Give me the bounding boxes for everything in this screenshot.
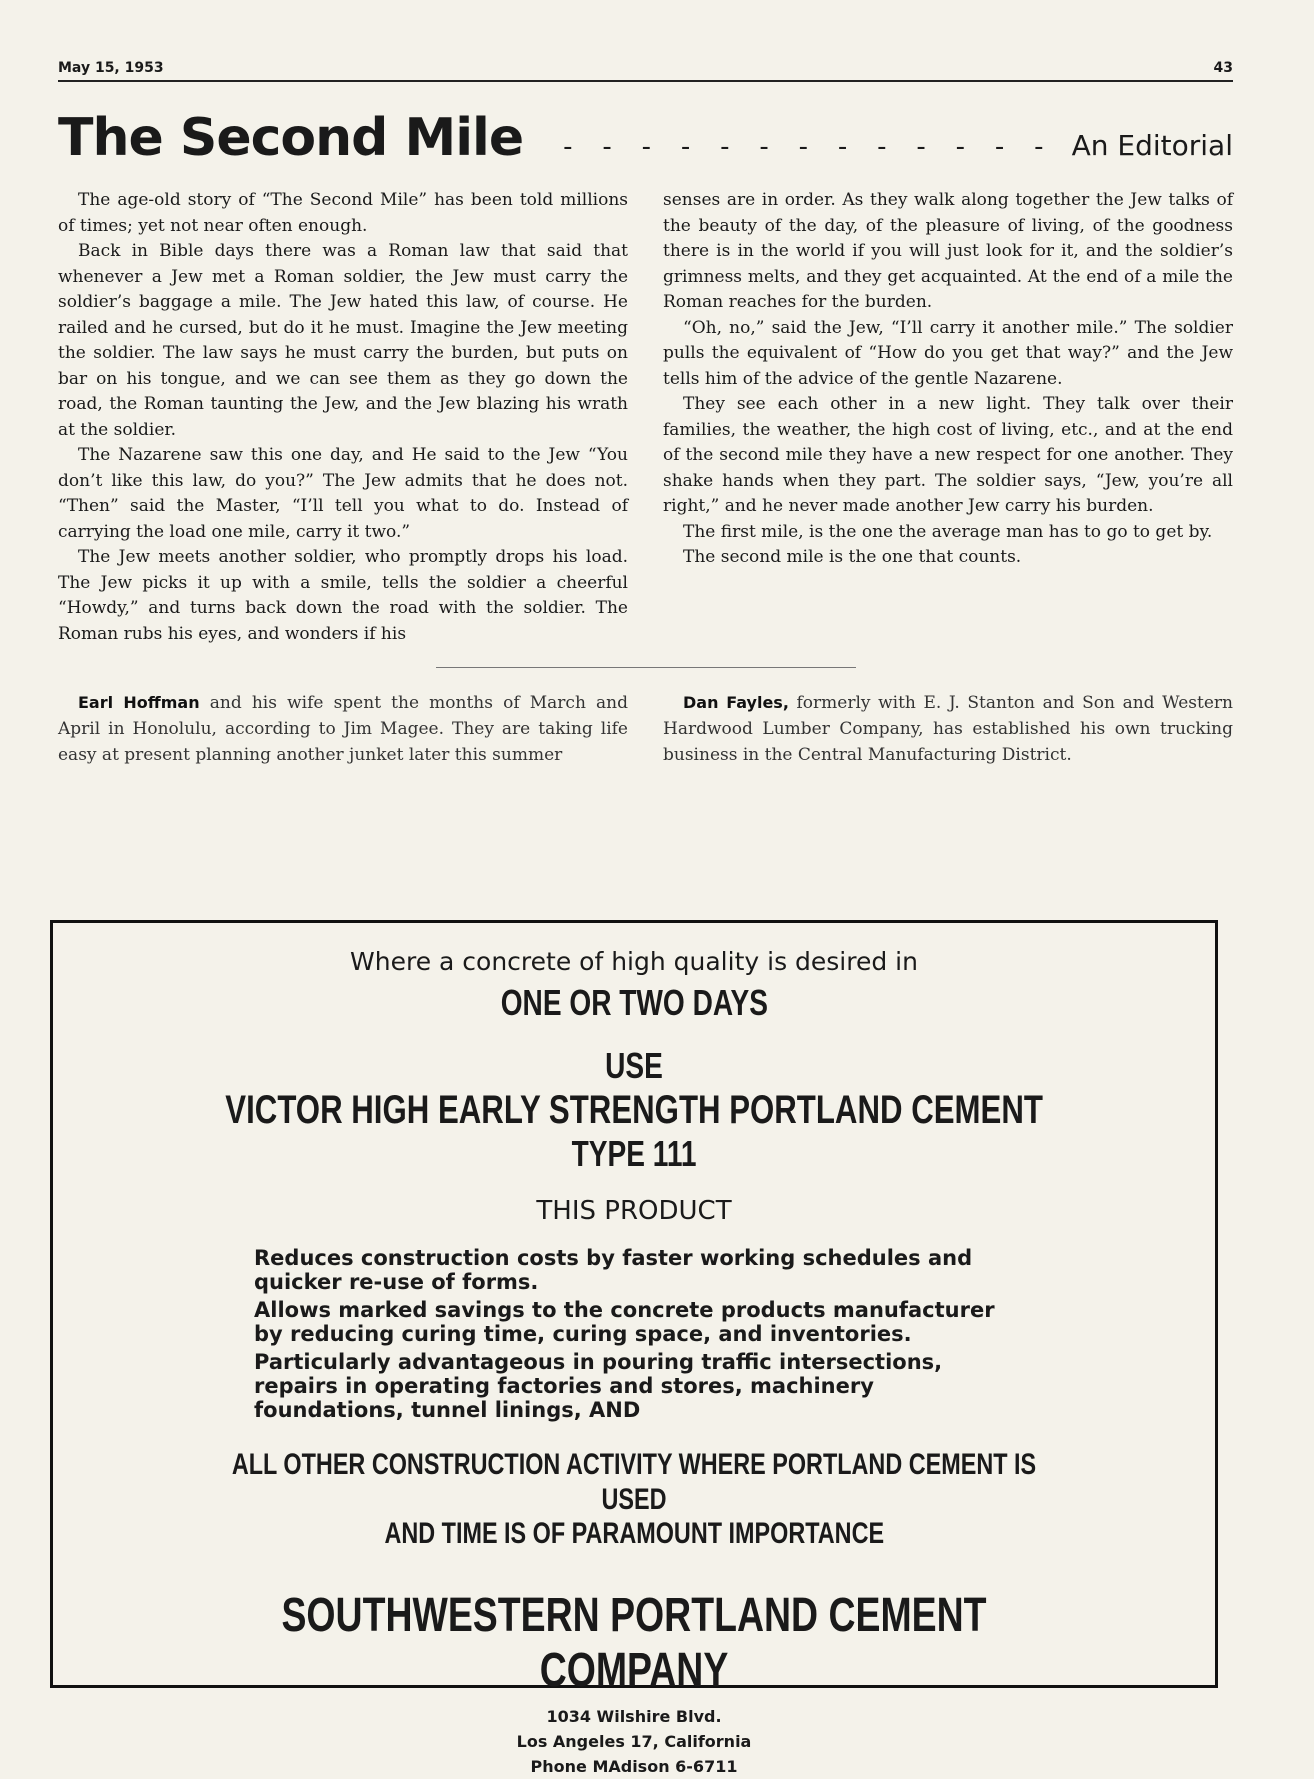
paragraph: The Jew meets another soldier, who promptly drops his load. The Jew picks it up with a smile, tells the soldier a cheerful “Howdy,” and turns back down the road with the soldier. The Roman rubs his eyes, and wonders if his xyxy=(58,547,628,644)
address-phone: Phone MAdison 6-6711 xyxy=(530,1757,738,1777)
magazine-page xyxy=(58,60,1233,768)
address-street: 1034 Wilshire Blvd. xyxy=(546,1707,722,1727)
ad-benefits-list xyxy=(254,1246,1014,1422)
running-head xyxy=(58,60,1233,82)
editorial-title-row xyxy=(58,108,1233,168)
news-person-name: Dan Fayles, xyxy=(683,693,789,712)
ad-company-name: SOUTHWESTERN PORTLAND CEMENT COMPANY xyxy=(281,1588,987,1697)
editorial-title: The Second Mile xyxy=(58,108,524,168)
ad-headline: ONE OR TWO DAYS xyxy=(500,982,768,1023)
ad-address xyxy=(53,1704,1215,1779)
editorial-left-column xyxy=(58,188,628,647)
paragraph: “Oh, no,” said the Jew, “I’ll carry it another mile.” The soldier pulls the equivalent of “How do you get that way?” and the Jew tells him of the advice of the gentle Nazarene. xyxy=(663,317,1233,389)
paragraph: They see each other in a new light. They talk over their families, the weather, the high cost of living, etc., and at the end of the second mile they have a new respect for one another. They shake hands when they part. The soldier says, “Jew, you’re all right,” and he never made another Jew carry his burden. xyxy=(663,394,1233,516)
news-text: formerly with E. J. Stanton and Son and Western Hardwood Lumber Company, has established his own trucking business in the Central Manufacturing District. xyxy=(663,693,1234,765)
paragraph: The Nazarene saw this one day, and He said to the Jew “You don’t like this law, do you?” The Jew admits that he does not. “Then” said the Master, “I’ll tell you what to do. Instead of carrying the load one mile, carry it two.” xyxy=(58,445,628,542)
ad-product-name: VICTOR HIGH EARLY STRENGTH PORTLAND CEMENT xyxy=(225,1087,1043,1132)
page-number: 43 xyxy=(1213,60,1233,76)
news-item-right xyxy=(663,690,1233,768)
ad-lead-line: Where a concrete of high quality is desired in xyxy=(350,947,918,976)
cement-advertisement xyxy=(50,920,1218,1777)
paragraph: senses are in order. As they walk along together the Jew talks of the beauty of the day, of the pleasure of living, of the goodness there is in the world if you will just look for it, and the soldier’s grimness melts, and they get acquainted. At the end of a mile the Roman reaches for the burden. xyxy=(663,190,1233,312)
address-city: Los Angeles 17, California xyxy=(516,1732,752,1752)
editorial-kicker: An Editorial xyxy=(1071,129,1233,162)
dash-leaders: - - - - - - - - - - - - - xyxy=(563,132,1044,162)
benefit-item: Allows marked savings to the concrete products manufacturer by reducing curing time, curing space, and inventories. xyxy=(254,1298,995,1347)
paragraph: The first mile, is the one the average man has to go to get by. xyxy=(683,521,1213,542)
ad-use: USE xyxy=(605,1045,663,1087)
paragraph: The age-old story of “The Second Mile” has been told millions of times; yet not near often enough. xyxy=(58,190,628,236)
ad-all-other-line-1: ALL OTHER CONSTRUCTION ACTIVITY WHERE PORTLAND CEMENT IS USED xyxy=(231,1448,1037,1516)
section-divider xyxy=(436,667,856,668)
paragraph: The second mile is the one that counts. xyxy=(683,547,1022,567)
news-text: and his wife spent the months of March and April in Honolulu, according to Jim Magee. They are taking life easy at present planning another junket later this summer xyxy=(58,693,628,765)
issue-date: May 15, 1953 xyxy=(58,60,164,76)
ad-this-product: THIS PRODUCT xyxy=(536,1196,732,1227)
paragraph: Back in Bible days there was a Roman law that said that whenever a Jew met a Roman soldier, the Jew must carry the soldier’s baggage a mile. The Jew hated this law, of course. He railed and he cursed, but do it he must. Imagine the Jew meeting the soldier. The law says he must carry the burden, but puts on bar on his tongue, and we can see them as they go down the road, the Roman taunting the Jew, and the Jew blazing his wrath at the soldier. xyxy=(58,241,628,440)
news-item-left xyxy=(58,690,628,768)
news-briefs xyxy=(58,690,1233,768)
benefit-item: Reduces construction costs by faster working schedules and quicker re-use of forms. xyxy=(254,1246,973,1295)
ad-all-other-line-2: AND TIME IS OF PARAMOUNT IMPORTANCE xyxy=(384,1517,884,1551)
news-person-name: Earl Hoffman xyxy=(78,693,200,712)
editorial-right-column xyxy=(663,188,1233,647)
ad-product-type: TYPE 111 xyxy=(571,1132,697,1174)
benefit-item: Particularly advantageous in pouring traffic intersections, repairs in operating factories and stores, machinery foundations, tunnel linings, AND xyxy=(254,1350,943,1423)
editorial-body xyxy=(58,188,1233,647)
